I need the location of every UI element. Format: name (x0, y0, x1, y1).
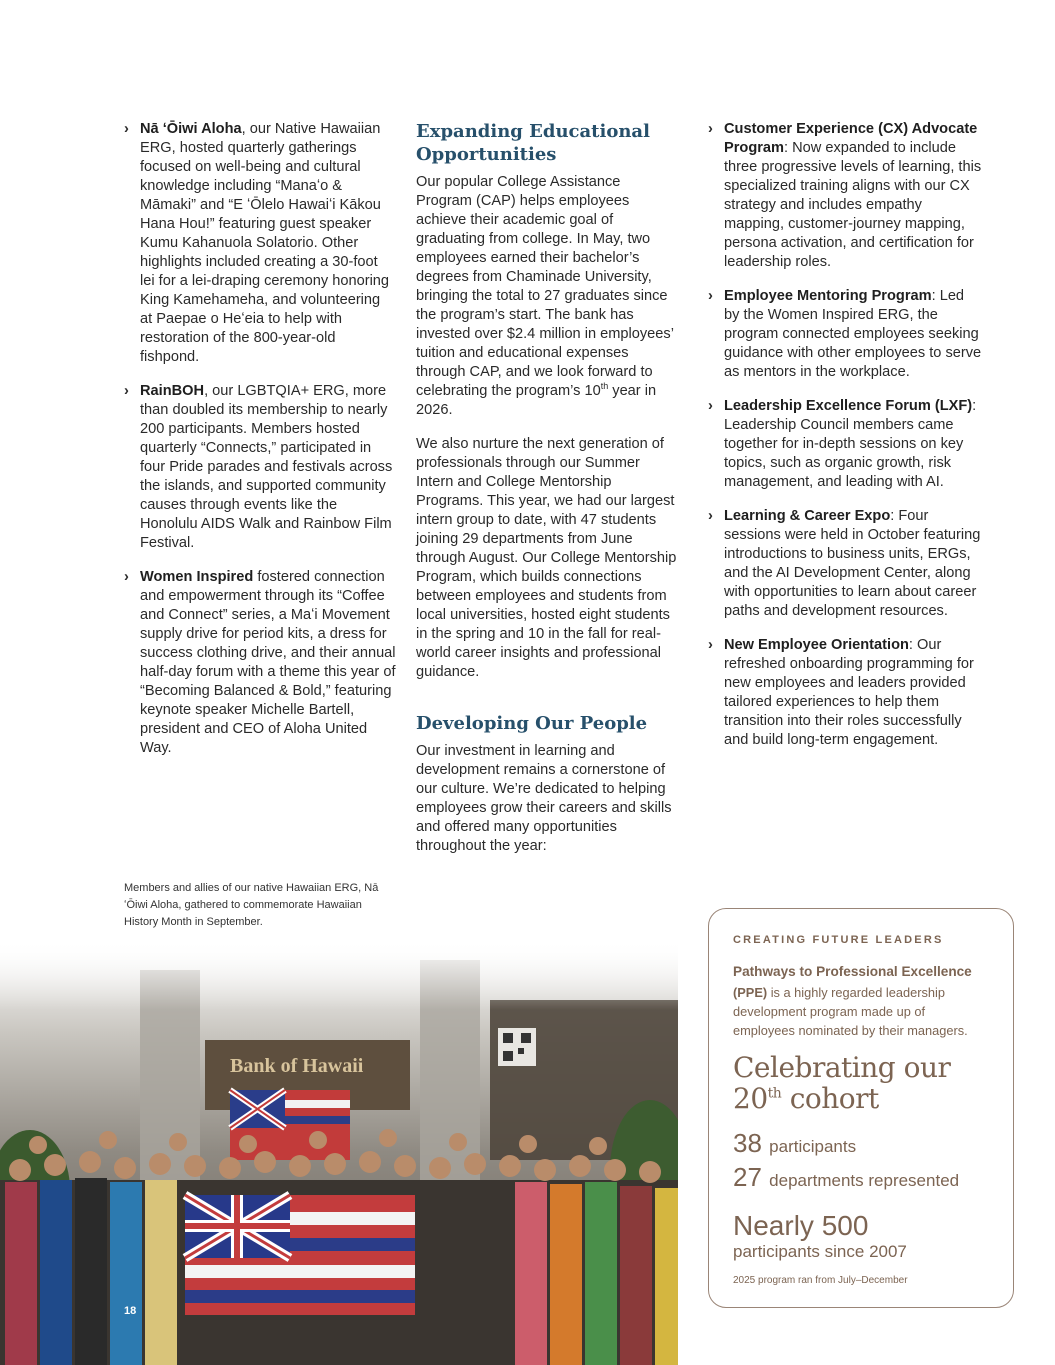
callout-note: 2025 program ran from July–December (733, 1275, 908, 1286)
list-item: › Customer Experience (CX) Advocate Program: Now expanded to include three progressive levels of learning, this specialized training aligns with our CX strategy and includes empathy mapping, customer-journey mapping, persona activation, and certification for leadership roles. (708, 121, 982, 270)
list-item: › Leadership Excellence Forum (LXF): Leadership Council members came together for in-depth sessions on key topics, such as organic growth, risk management, and leading with AI. (708, 398, 977, 490)
paragraph: Our popular College Assistance Program (CAP) helps employees achieve their academic goal of graduating from college. In May, two employees earned their bachelor’s degrees from Chaminade University, bringing the total to 27 graduates since the program’s start. The bank has invested over $2.4 million in employees’ tuition and educational expenses through CAP, and we look forward to celebrating the program’s 10th year in 2026. (416, 174, 674, 418)
hawaii-flag (185, 1195, 415, 1315)
photo-caption: Members and allies of our native Hawaiian ERG, Nā ʻŌiwi Aloha, gathered to commemorate Hawaiian History Month in September. (124, 882, 379, 928)
list-item: › Employee Mentoring Program: Led by the Women Inspired ERG, the program connected employees seeking guidance with other employees to serve as mentors in the workplace. (708, 288, 982, 380)
chevron-right-icon: › (708, 508, 713, 524)
bank-sign: Bank of Hawaii (230, 1055, 364, 1077)
chevron-right-icon: › (124, 121, 129, 137)
section-heading-education: Expanding Educational Opportunities (416, 121, 650, 165)
chevron-right-icon: › (708, 121, 713, 137)
callout-eyebrow: CREATING FUTURE LEADERS (733, 934, 944, 946)
paragraph: We also nurture the next generation of professionals through our Summer Intern and College Mentorship Programs. This year, we had our largest intern group to date, with 47 students joining 29 departments from June through August. Our College Mentorship Program, which builds connections between employees and students from local universities, hosted eight students in the spring and 10 in the fall for real-world career insights and professional guidance. (416, 436, 677, 680)
chevron-right-icon: › (124, 383, 129, 399)
group-photo (0, 940, 678, 1365)
erg-list (124, 120, 396, 758)
paragraph: Our investment in learning and development remains a cornerstone of our culture. We’re dedicated to helping employees grow their careers and skills and offered many opportunities throughout the year: (416, 743, 672, 854)
list-item: › Nā ʻŌiwi Aloha, our Native Hawaiian ERG, hosted quarterly gatherings focused on well-being and cultural knowledge including “Manaʻo & Māmaki” and “E ʻŌlelo Hawaiʻi Kākou Hana Hou!” featuring guest speaker Kumu Kahanuola Solatorio. Other highlights included creating a 30-foot lei for a lei-draping ceremony honoring King Kamehameha, and volunteering at Paepae o Heʻeia to help with restoration of the 800-year-old fishpond. (124, 121, 390, 365)
list-item: › New Employee Orientation: Our refreshed onboarding programming for new employees and leaders provided tailored experiences to help them transition into their roles successfully and build long-term engagement. (708, 637, 974, 748)
list-item: › Learning & Career Expo: Four sessions were held in October featuring introductions to business units, ERGs, and the AI Development Center, along with opportunities to learn about career paths and development resources. (708, 508, 981, 619)
program-list (708, 120, 983, 750)
callout-creating-future-leaders (708, 908, 1014, 1308)
page-number: 18 (124, 1305, 137, 1317)
callout-description: (PPE) is a highly regarded leadership development program made up of employees nominated by their managers. (733, 985, 968, 1038)
list-item: › RainBOH, our LGBTQIA+ ERG, more than doubled its membership to nearly 200 participants. Members hosted quarterly “Connects,” participated in four Pride parades and festivals across the islands, and supported community causes through events like the Honolulu AIDS Walk and Rainbow Film Festival. (124, 383, 393, 551)
chevron-right-icon: › (124, 569, 129, 585)
callout-headline: Celebrating our 20th cohort (733, 1051, 951, 1115)
chevron-right-icon: › (708, 637, 713, 653)
callout-subtitle: Pathways to Professional Excellence (733, 964, 972, 979)
stat-participants: 38 participants (733, 1128, 857, 1158)
column-right (708, 120, 983, 765)
list-item: › Women Inspired fostered connection and empowerment through its “Coffee and Connect” series, a Maʻi Movement supply drive for period kits, a dress for success clothing drive, and their annual half-day forum with a theme this year of “Becoming Balanced & Bold,” featuring keynote speaker Michelle Bartell, president and CEO of Aloha United Way. (124, 569, 396, 756)
stat-nearly-500: Nearly 500 (733, 1210, 869, 1241)
chevron-right-icon: › (708, 288, 713, 304)
column-middle (416, 120, 678, 871)
stat-since-2007: participants since 2007 (733, 1242, 907, 1261)
group-photo-illustration (0, 940, 678, 1365)
chevron-right-icon: › (708, 398, 713, 414)
section-heading-people: Developing Our People (416, 713, 648, 734)
column-left (124, 120, 396, 773)
stat-departments: 27 departments represented (733, 1162, 960, 1192)
